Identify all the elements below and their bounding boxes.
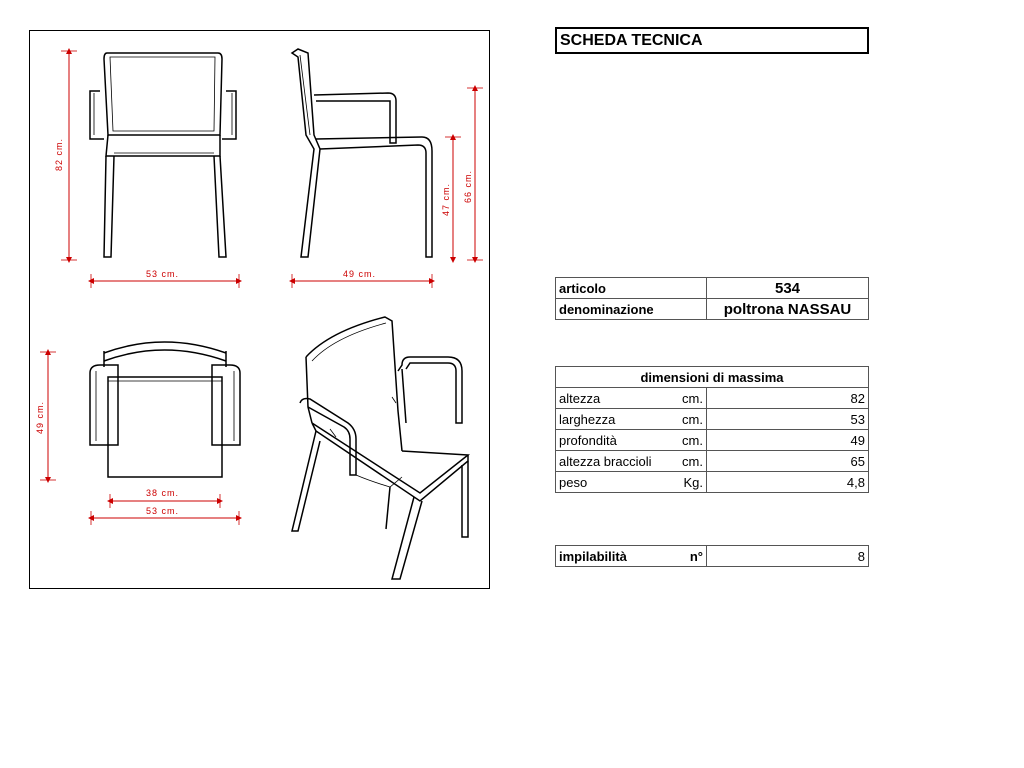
dimension-label [556,388,707,409]
top-view-drawing [90,342,240,477]
table-row [556,430,869,451]
page-title: SCHEDA TECNICA [555,27,869,54]
side-depth-label: 49 cm. [343,269,377,279]
dimension-name: peso [559,474,588,490]
dimension-value: 65 [707,451,869,472]
stacking-table [555,545,869,567]
dimension-unit: cm. [682,453,703,469]
table-row [556,472,869,493]
table-row [556,546,869,567]
front-width-dimension [91,269,239,288]
dimension-name: altezza braccioli [559,453,652,469]
stacking-label [556,546,707,567]
stacking-unit: n° [689,548,703,564]
article-table [555,277,869,320]
dimension-name: larghezza [559,411,616,427]
side-arm-height-label: 66 cm. [463,169,473,203]
perspective-view-drawing [292,317,468,579]
dimension-value: 53 [707,409,869,430]
dimensions-table [555,366,869,493]
name-label: denominazione [556,299,707,320]
dimensions-heading: dimensioni di massima [556,367,869,388]
dimension-unit: cm. [682,411,703,427]
article-label: articolo [556,278,707,299]
table-row [556,278,869,299]
table-row [556,388,869,409]
top-seat-width-dimension [110,488,220,508]
dimension-label [556,430,707,451]
dimension-unit: cm. [682,390,703,406]
article-value: 534 [707,278,869,299]
name-value: poltrona NASSAU [707,299,869,320]
stacking-value: 8 [707,546,869,567]
dimension-value: 4,8 [707,472,869,493]
front-height-label: 82 cm. [54,137,64,171]
front-height-dimension [54,51,77,260]
side-seat-height-label: 47 cm. [441,182,451,216]
dimension-unit: cm. [682,432,703,448]
side-seat-height-dimension [441,137,461,260]
table-row [556,451,869,472]
technical-drawing-panel [29,30,490,589]
top-width-label: 53 cm. [146,506,180,516]
front-view-drawing [90,53,236,257]
dimension-name: altezza [559,390,601,406]
top-seat-width-label: 38 cm. [146,488,180,498]
side-arm-height-dimension [463,88,483,260]
top-width-dimension [91,506,239,525]
stacking-name: impilabilità [559,548,627,564]
dimension-name: profondità [559,432,617,448]
dimension-unit: Kg. [683,474,703,490]
side-depth-dimension [292,269,432,288]
chair-drawings [30,31,491,590]
table-row [556,409,869,430]
dimension-value: 49 [707,430,869,451]
top-depth-dimension [35,352,56,480]
dimension-value: 82 [707,388,869,409]
dimension-label [556,451,707,472]
dimension-label [556,409,707,430]
front-width-label: 53 cm. [146,269,180,279]
table-row [556,299,869,320]
side-view-drawing [292,49,432,257]
table-header-row [556,367,869,388]
top-depth-label: 49 cm. [35,400,45,434]
dimension-label [556,472,707,493]
